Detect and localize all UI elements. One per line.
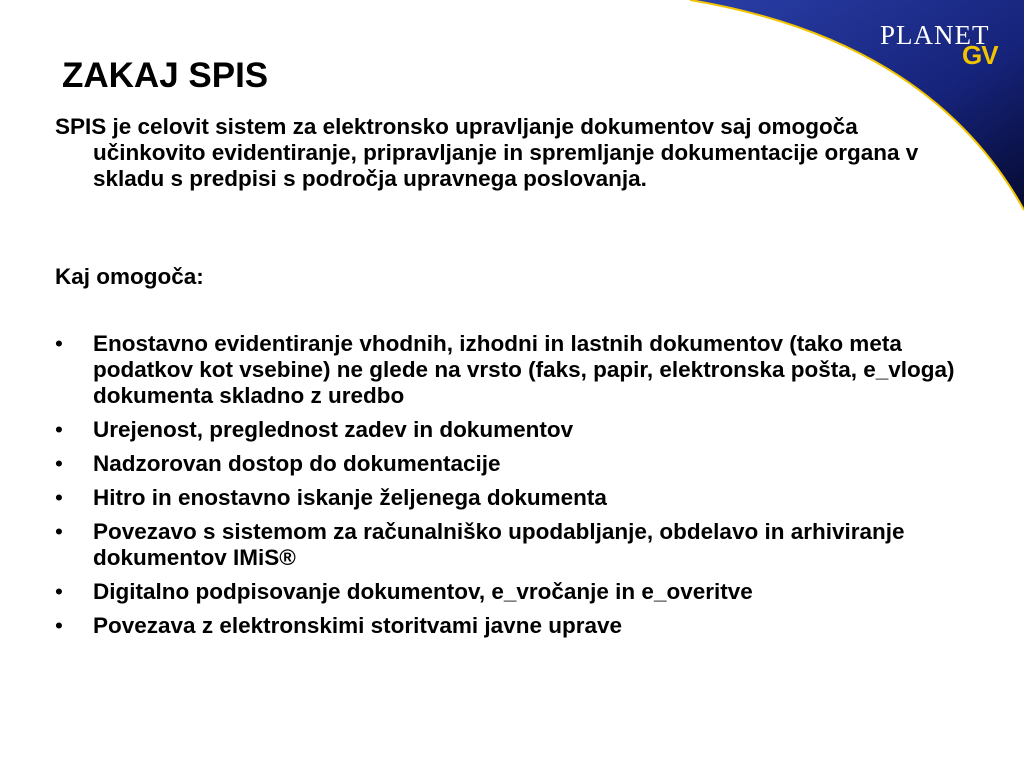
slide-title: ZAKAJ SPIS	[62, 56, 269, 95]
list-item-text: Enostavno evidentiranje vhodnih, izhodni in lastnih dokumentov (tako meta podatkov kot vsebine) ne glede na vrsto (faks, papir, elektronska pošta, e_vloga) dokumenta skladno z uredbo	[93, 331, 955, 408]
list-item	[55, 451, 970, 477]
planet-gv-logo	[880, 20, 998, 70]
list-item-text: Urejenost, preglednost zadev in dokumentov	[93, 417, 574, 442]
bullet-icon: •	[55, 613, 63, 638]
list-item-text: Povezava z elektronskimi storitvami javne uprave	[93, 613, 622, 638]
bullet-icon: •	[55, 451, 63, 476]
list-item-text: Digitalno podpisovanje dokumentov, e_vročanje in e_overitve	[93, 579, 753, 604]
bullet-icon: •	[55, 579, 63, 604]
list-item	[55, 613, 970, 639]
list-item	[55, 417, 970, 443]
list-item-text: Nadzorovan dostop do dokumentacije	[93, 451, 501, 476]
intro-paragraph: SPIS je celovit sistem za elektronsko upravljanje dokumentov saj omogoča učinkovito evidentiranje, pripravljanje in spremljanje dokumentacije organa v skladu s predpisi s področja upravnega poslovanja.	[55, 114, 919, 191]
logo-mark: GV	[962, 40, 998, 70]
list-item	[55, 579, 970, 605]
bullet-list	[55, 331, 970, 647]
subheading: Kaj omogoča:	[55, 264, 204, 289]
bullet-icon: •	[55, 331, 63, 356]
bullet-icon: •	[55, 417, 63, 442]
bullet-icon: •	[55, 519, 63, 544]
logo-text: PLANET	[880, 20, 990, 50]
list-item-text: Hitro in enostavno iskanje željenega dokumenta	[93, 485, 607, 510]
list-item	[55, 331, 970, 409]
list-item-text: Povezavo s sistemom za računalniško upodabljanje, obdelavo in arhiviranje dokumentov IMiS®	[93, 519, 905, 570]
bullet-icon: •	[55, 485, 63, 510]
list-item	[55, 485, 970, 511]
list-item	[55, 519, 970, 571]
